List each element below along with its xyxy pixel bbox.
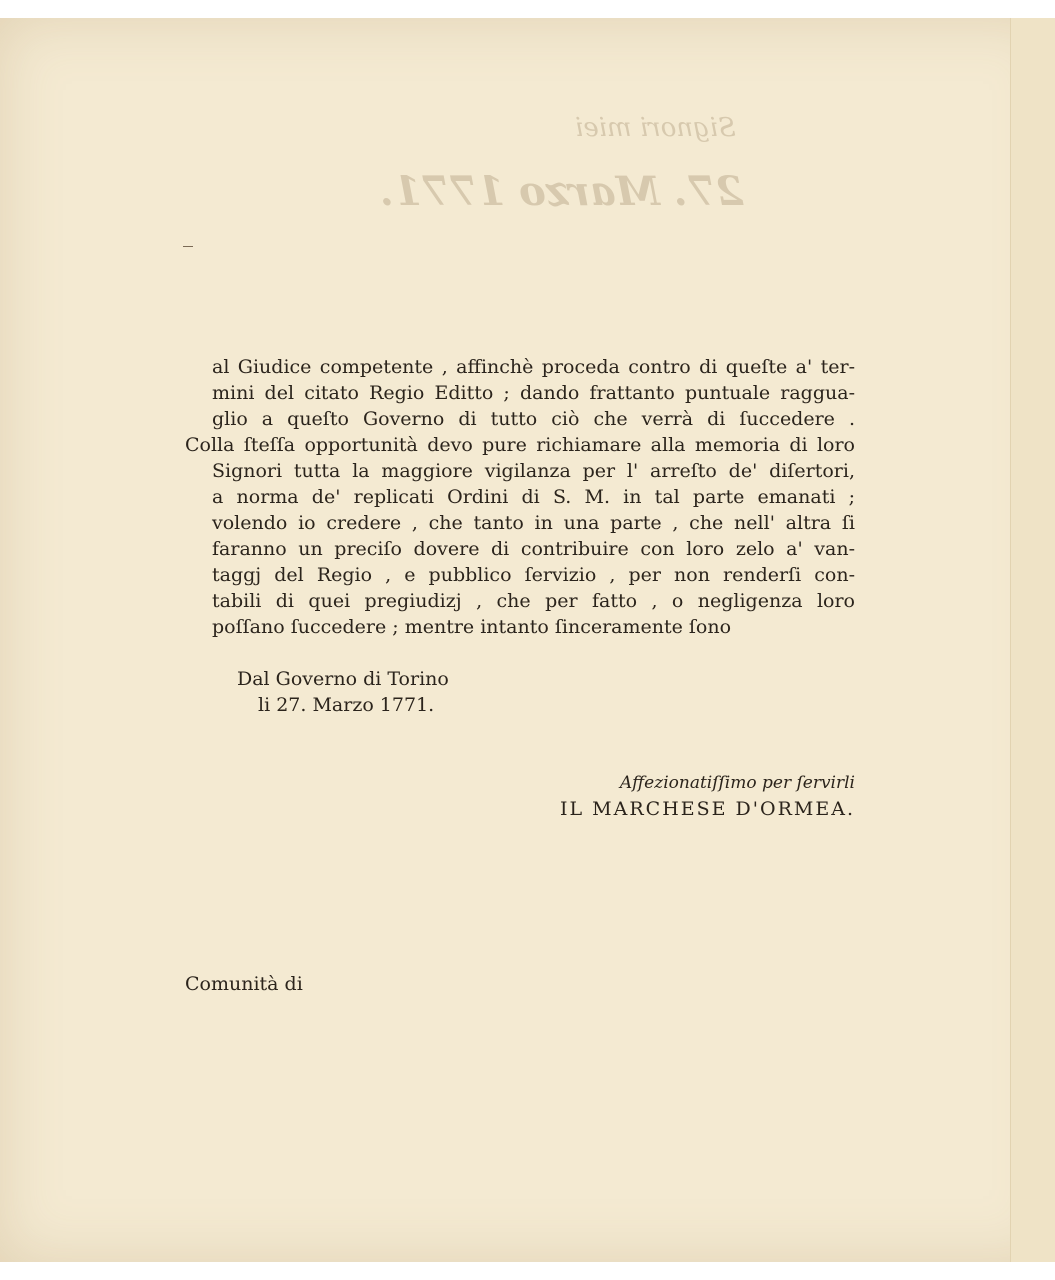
date-block: [237, 666, 449, 718]
body-line-5: Signori tutta la maggiore vigilanza per l' arreſto de' diſertori,: [212, 460, 855, 482]
body-line-8: faranno un preciſo dovere di contribuire con loro zelo a' van-: [212, 538, 855, 560]
body-line-1: al Giudice competente , affinchè proceda contro di queſte a' ter-: [212, 356, 855, 378]
show-through-text-2: 27. Marzo 1771.: [380, 168, 744, 215]
letter-body: [185, 354, 855, 640]
date-value: li 27. Marzo 1771.: [258, 694, 435, 716]
margin-mark: [183, 246, 193, 247]
body-line-10: tabili di quei pregiudizj , che per fatto , o negligenza loro: [212, 590, 855, 612]
body-line-3: glio a queſto Governo di tutto ciò che verrà di ſuccedere .: [212, 408, 855, 430]
show-through-text-1: Signori miei: [575, 113, 736, 143]
signature-block: [560, 770, 855, 822]
document-page: [0, 18, 1055, 1262]
page-fold-edge: [1010, 18, 1055, 1262]
body-line-7: volendo io credere , che tanto in una parte , che nell' altra ſi: [212, 512, 855, 534]
addressee-line: Comunità di: [185, 973, 303, 995]
body-line-6: a norma de' replicati Ordini di S. M. in tal parte emanati ;: [212, 486, 855, 508]
body-line-11: poſſano ſuccedere ; mentre intanto ſinceramente ſono: [212, 616, 732, 638]
body-line-9: taggj del Regio , e pubblico ſervizio , per non renderſi con-: [212, 564, 855, 586]
signature-name: IL MARCHESE D'ORMEA.: [560, 798, 855, 820]
date-place: Dal Governo di Torino: [237, 668, 449, 690]
signature-closing: Affezionatiſſimo per ſervirli: [619, 773, 855, 793]
body-line-4: Colla ſteſſa opportunità devo pure richiamare alla memoria di loro: [185, 434, 855, 456]
body-line-2: mini del citato Regio Editto ; dando frattanto puntuale raggua-: [212, 382, 855, 404]
